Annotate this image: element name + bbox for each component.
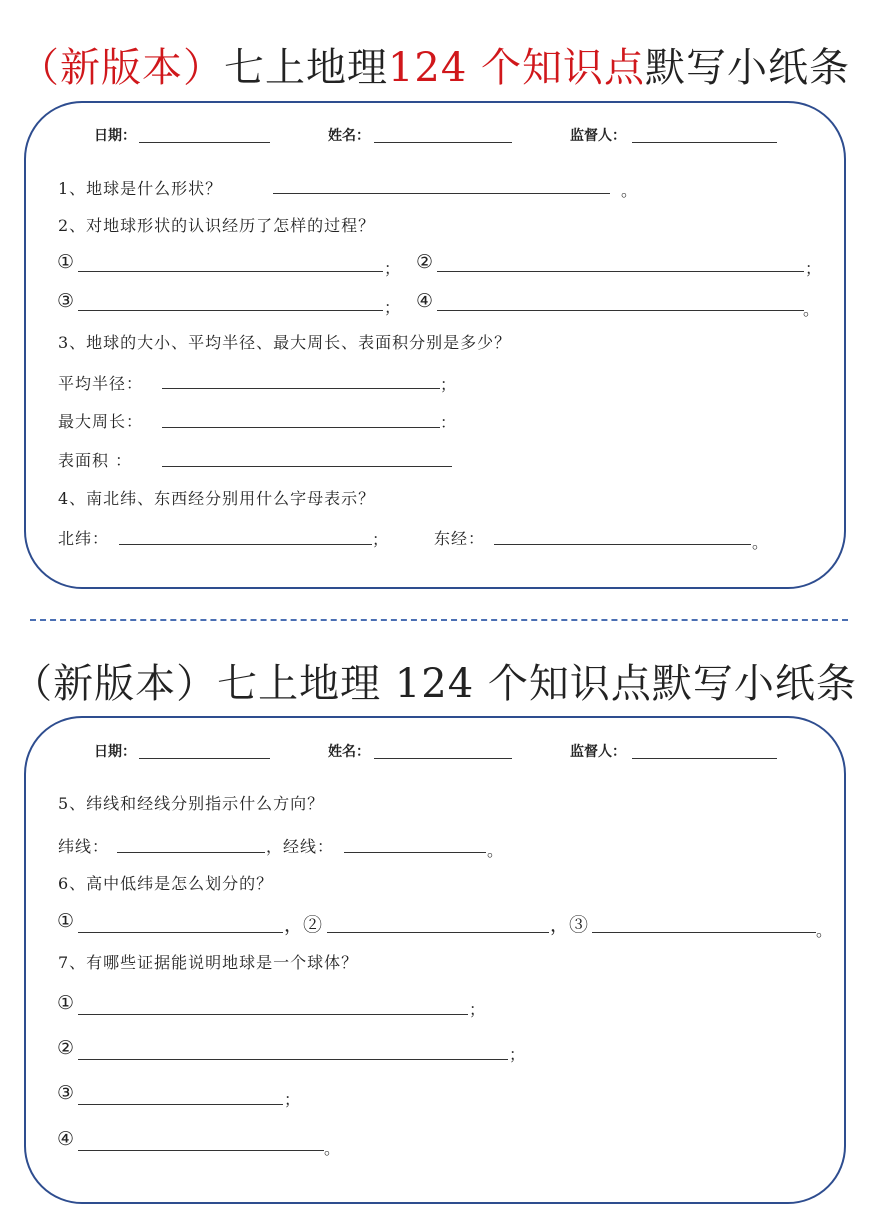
q2-blank1[interactable] [78, 271, 383, 272]
date-label: 日期： [94, 128, 136, 144]
name-blank[interactable] [374, 142, 512, 143]
q4-east-blank[interactable] [494, 544, 751, 545]
title-subject: 七上地理 [223, 45, 388, 91]
q4-east-end: 。 [752, 533, 770, 552]
q2-blank3[interactable] [78, 310, 383, 311]
sheet2-title: （新版本）七上地理 124 个知识点默写小纸条 [12, 661, 857, 707]
q7-text: 7、有哪些证据能说明地球是一个球体？ [58, 953, 359, 972]
title-count: 124 个知识点 [387, 45, 646, 91]
q5-text: 5、纬线和经线分别指示什么方向？ [58, 794, 325, 813]
date-label: 日期： [94, 744, 136, 760]
q3-area-label: 表面积 ： [58, 451, 133, 470]
q5-lon-blank[interactable] [344, 852, 486, 853]
q4-east-label: 东经： [434, 529, 486, 548]
q2-sep4: 。 [803, 300, 821, 319]
q6-end: 。 [816, 921, 834, 940]
supervisor-label: 监督人： [570, 128, 626, 144]
q2-num4: ④ [416, 290, 434, 312]
q6-text: 6、高中低纬是怎么划分的？ [58, 874, 274, 893]
q7-num2: ② [57, 1037, 75, 1059]
q4-north-label: 北纬： [58, 529, 110, 548]
q4-text: 4、南北纬、东西经分别用什么字母表示？ [58, 489, 376, 508]
q3-circumference-label: 最大周长： [58, 412, 144, 431]
q6-blank3[interactable] [592, 932, 816, 933]
q7-num1: ① [57, 992, 75, 1014]
q7-sep3: ； [284, 1090, 302, 1109]
q3-circumference-end: ： [440, 413, 458, 432]
q7-sep1: ； [469, 1000, 487, 1019]
date-blank[interactable] [139, 758, 270, 759]
name-blank[interactable] [374, 758, 512, 759]
q2-sep3: ； [384, 298, 402, 317]
title-suffix: 默写小纸条 [645, 45, 851, 91]
sheet1-title [0, 36, 869, 93]
q1-end: 。 [621, 181, 639, 200]
q6-blank1[interactable] [78, 932, 283, 933]
q4-north-blank[interactable] [119, 544, 372, 545]
q2-blank2[interactable] [437, 271, 804, 272]
q3-circumference-blank[interactable] [162, 427, 440, 428]
q7-blank4[interactable] [78, 1150, 324, 1151]
supervisor-blank[interactable] [632, 758, 777, 759]
q1-blank[interactable] [273, 193, 610, 194]
q6-num2: ，② [284, 914, 323, 936]
q1-text: 1、地球是什么形状？ [58, 179, 223, 198]
q2-num3: ③ [57, 290, 75, 312]
q6-num3: ，③ [550, 914, 589, 936]
q2-num1: ① [57, 251, 75, 273]
q7-blank1[interactable] [78, 1014, 468, 1015]
q7-sep2: ； [509, 1045, 527, 1064]
name-label: 姓名： [328, 128, 370, 144]
q6-blank2[interactable] [327, 932, 549, 933]
q2-blank4[interactable] [437, 310, 804, 311]
q5-lat-blank[interactable] [117, 852, 265, 853]
q2-num2: ② [416, 251, 434, 273]
cut-line [30, 619, 848, 621]
q7-sep4: 。 [324, 1139, 342, 1158]
date-blank[interactable] [139, 142, 270, 143]
q3-area-blank[interactable] [162, 466, 452, 467]
q7-blank2[interactable] [78, 1059, 508, 1060]
q5-lat-label: 纬线： [58, 837, 110, 856]
q2-sep2: ； [805, 259, 823, 278]
q5-lon-label: ，经线： [266, 837, 335, 856]
supervisor-blank[interactable] [632, 142, 777, 143]
q5-end: 。 [487, 841, 505, 860]
name-label: 姓名： [328, 744, 370, 760]
q2-sep1: ； [384, 259, 402, 278]
q3-radius-end: ； [440, 375, 458, 394]
q3-radius-blank[interactable] [162, 388, 440, 389]
q2-text: 2、对地球形状的认识经历了怎样的过程？ [58, 216, 376, 235]
q4-north-end: ； [372, 530, 390, 549]
supervisor-label: 监督人： [570, 744, 626, 760]
q7-num4: ④ [57, 1128, 75, 1150]
q6-num1: ① [57, 910, 75, 932]
title-prefix: （新版本） [18, 45, 224, 91]
q7-num3: ③ [57, 1082, 75, 1104]
q7-blank3[interactable] [78, 1104, 283, 1105]
q3-text: 3、地球的大小、平均半径、最大周长、表面积分别是多少？ [58, 333, 512, 352]
q3-radius-label: 平均半径： [58, 374, 144, 393]
